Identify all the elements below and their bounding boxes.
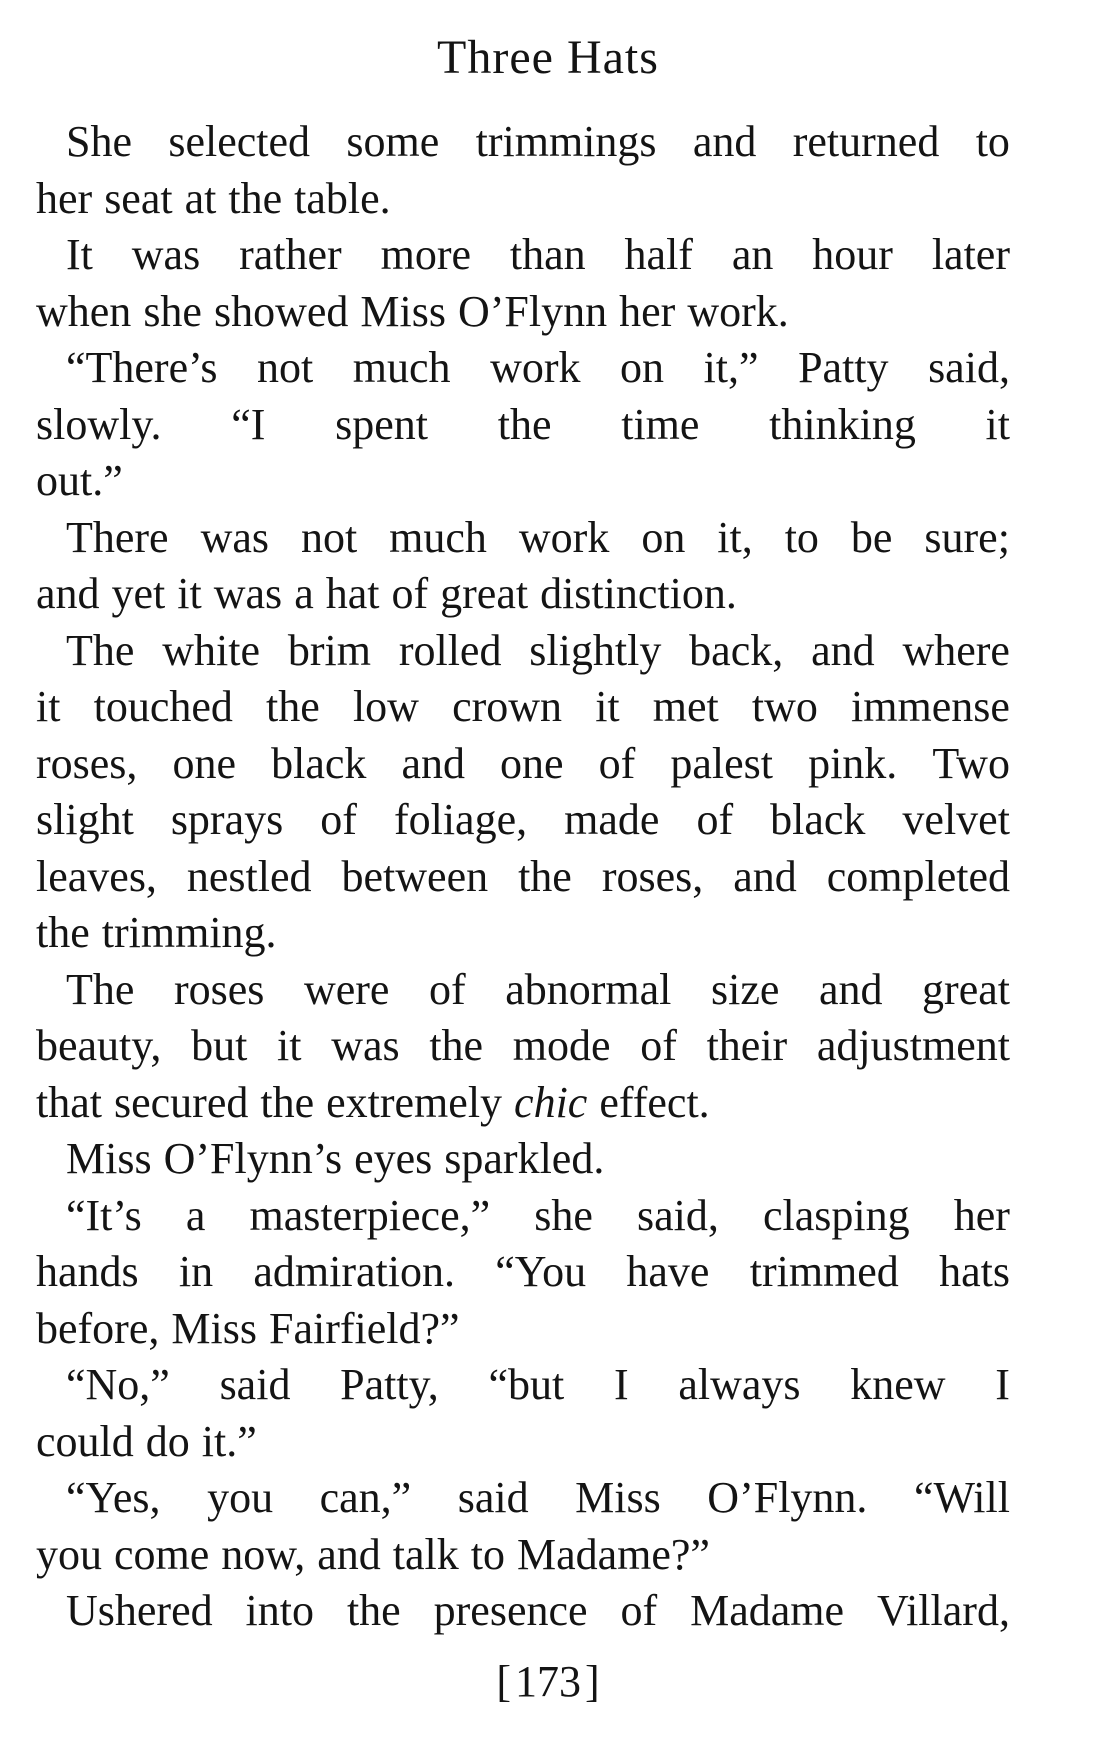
word: knew <box>850 1360 946 1409</box>
word: on <box>641 512 686 562</box>
word: immense <box>851 682 1010 731</box>
word: in <box>178 1247 214 1296</box>
text-line <box>36 1244 1010 1301</box>
word: sparkled. <box>444 1134 605 1183</box>
word: secured <box>113 1077 249 1127</box>
word: She <box>66 117 132 166</box>
word: her <box>619 286 676 336</box>
word: of <box>696 795 734 844</box>
text-line <box>36 1188 1010 1245</box>
word: it,” <box>703 343 759 392</box>
word: completed <box>826 851 1010 901</box>
word: spent <box>335 399 429 449</box>
word: have <box>626 1247 710 1296</box>
word: trimmed <box>749 1247 899 1296</box>
word: the <box>228 173 283 223</box>
word: chic <box>514 1077 588 1127</box>
word: hour <box>812 230 893 279</box>
word: O’Flynn’s <box>163 1134 343 1183</box>
word: it <box>985 399 1010 449</box>
word: it <box>177 569 202 618</box>
word: back, <box>689 625 784 675</box>
word: where <box>902 625 1010 675</box>
word: work <box>490 343 581 392</box>
text-line <box>36 792 1010 849</box>
word: into <box>245 1586 314 1635</box>
word: O’Flynn. <box>707 1473 868 1522</box>
word: you <box>36 1529 102 1579</box>
word: slight <box>36 795 134 844</box>
word: effect. <box>599 1077 710 1127</box>
word: said <box>219 1360 291 1409</box>
word: and <box>733 851 797 901</box>
text-line <box>36 1414 1010 1471</box>
word: and <box>401 738 465 788</box>
text-line <box>36 453 1010 510</box>
word: the <box>429 1021 484 1070</box>
word: “Yes, <box>66 1473 161 1522</box>
word: said, <box>637 1190 719 1240</box>
folio-open-bracket: [ <box>496 1657 511 1706</box>
word: time <box>621 399 700 449</box>
word: touched <box>93 682 233 731</box>
word: you <box>207 1473 274 1522</box>
word: roses, <box>36 738 138 788</box>
word: crown <box>452 682 563 731</box>
text-line <box>36 679 1010 736</box>
word: the <box>497 399 552 449</box>
word: the <box>36 908 90 957</box>
word: Miss <box>66 1134 152 1183</box>
word: seat <box>104 173 173 223</box>
word: was <box>131 230 201 279</box>
word: work <box>518 512 610 562</box>
word: abnormal <box>505 964 672 1014</box>
page-number-footer <box>0 1654 1096 1710</box>
word: were <box>303 964 390 1014</box>
word: admiration. <box>253 1247 455 1296</box>
word: beauty, <box>36 1021 162 1070</box>
word: “I <box>231 399 266 449</box>
word: Miss <box>575 1473 661 1522</box>
word: pink. <box>808 738 898 788</box>
word: returned <box>792 117 940 166</box>
word: it, <box>717 512 753 562</box>
word: foliage, <box>393 795 528 844</box>
word: talk <box>392 1529 459 1579</box>
word: presence <box>433 1586 588 1635</box>
word: Villard, <box>876 1586 1010 1635</box>
word: eyes <box>354 1134 433 1183</box>
text-line <box>36 623 1010 680</box>
word: than <box>509 230 586 279</box>
word: hands <box>36 1247 139 1296</box>
word: made <box>564 795 660 844</box>
word: of <box>598 738 636 788</box>
word: but <box>191 1021 248 1070</box>
text-line <box>36 510 1010 567</box>
word: thinking <box>769 399 916 449</box>
word: roses <box>173 964 265 1014</box>
word: it.” <box>201 1416 257 1466</box>
word: masterpiece,” <box>249 1190 491 1240</box>
word: table. <box>294 173 391 223</box>
text-line <box>36 736 1010 793</box>
word: trimmings <box>475 117 657 166</box>
word: great <box>440 569 529 618</box>
text-line <box>36 1470 1010 1527</box>
word: palest <box>670 738 773 788</box>
word: “You <box>495 1247 587 1296</box>
text-line <box>36 1527 1010 1584</box>
word: an <box>731 230 774 279</box>
word: showed <box>213 286 349 336</box>
word: the <box>346 1586 401 1635</box>
word: slowly. <box>36 399 162 449</box>
word: was <box>200 512 269 562</box>
word: roses, <box>601 851 704 901</box>
word: it <box>36 682 61 731</box>
text-line <box>36 1301 1010 1358</box>
word: Ushered <box>66 1586 213 1635</box>
text-line <box>36 1018 1010 1075</box>
word: slightly <box>529 625 662 675</box>
word: of <box>620 1586 658 1635</box>
word: said <box>457 1473 529 1522</box>
word: hat <box>325 569 380 618</box>
word: now, <box>221 1529 306 1579</box>
text-line <box>36 1075 1010 1132</box>
word: rather <box>239 230 342 279</box>
word: it <box>277 1021 302 1070</box>
word: “There’s <box>66 343 218 392</box>
word: work. <box>687 286 789 336</box>
text-line <box>36 1131 1010 1188</box>
text-line <box>36 905 1010 962</box>
word: one <box>172 738 237 788</box>
word: some <box>346 117 440 166</box>
word: Fairfield?” <box>268 1303 460 1353</box>
word: yet <box>111 569 166 618</box>
word: of <box>320 795 357 844</box>
word: one <box>500 738 564 788</box>
word: “No,” <box>66 1360 170 1409</box>
word: Two <box>932 738 1010 788</box>
text-line <box>36 227 1010 284</box>
word: to <box>470 1529 505 1579</box>
word: great <box>922 964 1010 1014</box>
word: of <box>391 569 429 618</box>
word: I <box>613 1360 629 1409</box>
word: brim <box>287 625 371 675</box>
word: sprays <box>170 795 284 844</box>
word: O’Flynn <box>458 286 608 336</box>
word: “but <box>488 1360 565 1409</box>
word: I <box>995 1360 1010 1409</box>
running-head-title: Three Hats <box>437 31 659 84</box>
word: could <box>36 1416 134 1466</box>
word: much <box>352 343 451 392</box>
word: of <box>429 964 466 1014</box>
word: Madame?” <box>516 1529 710 1579</box>
text-line <box>36 340 1010 397</box>
word: said, <box>928 343 1010 392</box>
word: selected <box>168 117 311 166</box>
text-line <box>36 849 1010 906</box>
word: white <box>162 625 261 675</box>
word: and <box>36 569 100 618</box>
word: Miss <box>171 1303 257 1353</box>
word: at <box>184 173 217 223</box>
word: do <box>145 1416 190 1466</box>
word: before, <box>36 1303 160 1353</box>
word: black <box>271 738 367 788</box>
word: nestled <box>186 851 312 901</box>
word: and <box>818 964 883 1014</box>
word: not <box>257 343 314 392</box>
word: Patty <box>798 343 889 392</box>
word: their <box>706 1021 788 1070</box>
word: later <box>931 230 1010 279</box>
word: and <box>692 117 757 166</box>
text-line <box>36 962 1010 1019</box>
word: she <box>534 1190 593 1240</box>
word: distinction. <box>540 569 737 618</box>
word: not <box>300 512 358 562</box>
word: to <box>975 117 1010 166</box>
word: the <box>266 682 320 731</box>
word: hats <box>939 1247 1010 1296</box>
word: It <box>66 230 93 279</box>
word: she <box>143 286 202 336</box>
word: and <box>811 625 875 675</box>
body-text <box>36 114 1010 1640</box>
word: trimming. <box>101 908 277 957</box>
text-line <box>36 171 1010 228</box>
word: mode <box>512 1021 611 1070</box>
word: velvet <box>902 795 1010 844</box>
word: size <box>710 964 780 1014</box>
word: Miss <box>360 286 446 336</box>
word: was <box>331 1021 400 1070</box>
word: on <box>620 343 665 392</box>
word: “Will <box>913 1473 1010 1522</box>
text-line <box>36 284 1010 341</box>
word: Madame <box>690 1586 845 1635</box>
word: black <box>770 795 866 844</box>
word: the <box>518 851 572 901</box>
word: that <box>36 1077 102 1127</box>
word: extremely <box>326 1077 503 1127</box>
word: leaves, <box>36 851 157 901</box>
word: half <box>624 230 693 279</box>
word: her <box>36 173 93 223</box>
word: it <box>595 682 620 731</box>
word: The <box>66 964 135 1014</box>
word: be <box>850 512 893 562</box>
word: two <box>751 682 818 731</box>
word: adjustment <box>816 1021 1010 1070</box>
word: Patty, <box>340 1360 439 1409</box>
word: of <box>640 1021 677 1070</box>
word: and <box>317 1529 381 1579</box>
word: “It’s <box>66 1190 142 1240</box>
word: a <box>294 569 314 618</box>
word: when <box>36 286 132 336</box>
word: was <box>213 569 283 618</box>
word: clasping <box>763 1190 910 1240</box>
word: always <box>678 1360 801 1409</box>
word: rolled <box>398 625 502 675</box>
text-line <box>36 566 1010 623</box>
word: met <box>652 682 719 731</box>
word: to <box>784 512 819 562</box>
word: come <box>114 1529 210 1579</box>
text-line <box>36 1583 1010 1640</box>
word: out.” <box>36 456 123 505</box>
word: sure; <box>924 512 1010 562</box>
page-number: 173 <box>515 1657 581 1706</box>
word: the <box>260 1077 315 1127</box>
word: much <box>389 512 487 562</box>
word: between <box>341 851 489 901</box>
text-line <box>36 114 1010 171</box>
folio-close-bracket: ] <box>585 1657 600 1706</box>
word: low <box>352 682 419 731</box>
word: more <box>380 230 471 279</box>
word: her <box>953 1190 1010 1240</box>
word: There <box>66 512 169 562</box>
word: can,” <box>319 1473 412 1522</box>
text-line <box>36 397 1010 454</box>
text-line <box>36 1357 1010 1414</box>
word: a <box>185 1190 206 1240</box>
word: The <box>66 625 135 675</box>
